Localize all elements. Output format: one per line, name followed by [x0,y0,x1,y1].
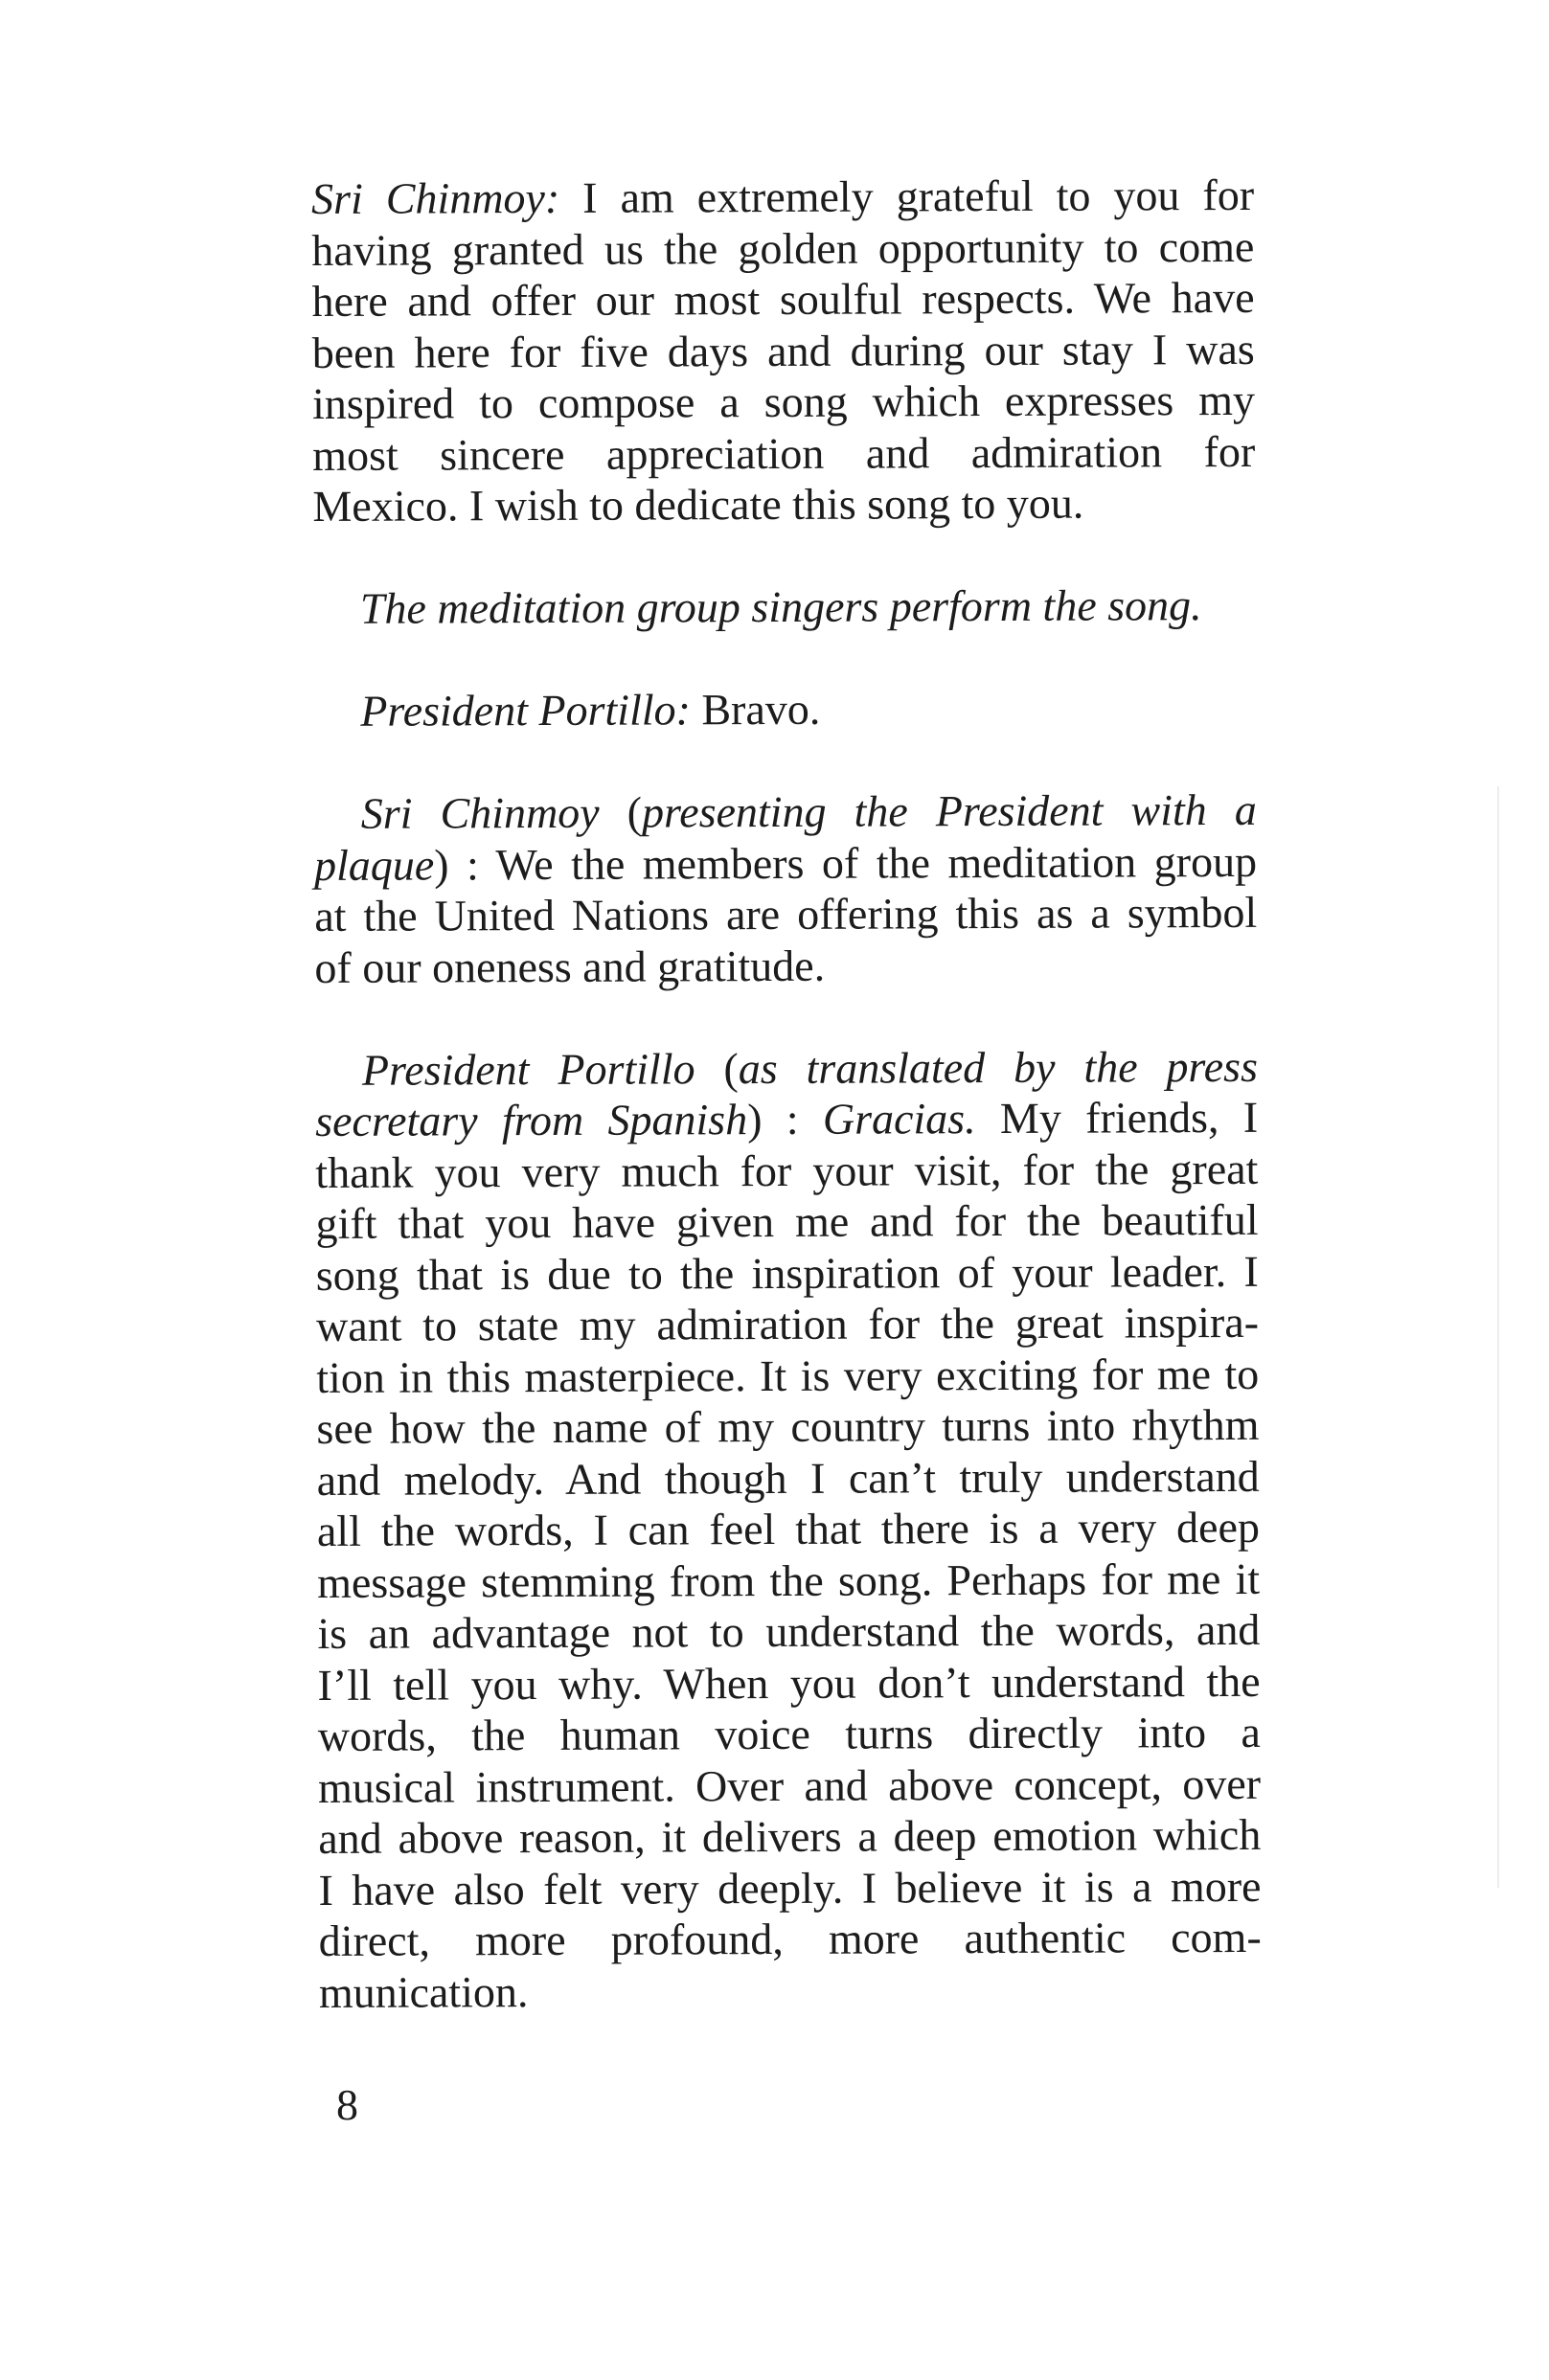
text-line: want to state my admiration for the great inspira- [315,1297,1260,1350]
text-segment: ) : We the members of the meditation group [434,836,1258,889]
stage-direction: presenting the President with a [641,784,1257,837]
paragraph [314,784,1258,993]
text-line: direct, more profound, more authentic com- [318,1912,1262,1965]
page-text [311,170,1262,2018]
speaker-label: Sri Chinmoy [360,787,600,838]
text-line: having granted us the golden opportunity to come [311,221,1255,275]
text-line: song that is due to the inspiration of your leader. I [315,1246,1259,1300]
text-line: gift that you have given me and for the beautiful [315,1194,1259,1248]
speaker-label: President Portillo [361,1043,695,1095]
text-line: most sincere appreciation and admiration for [312,426,1256,480]
stage-direction: as translated by the press [738,1041,1259,1093]
text-segment: I am extremely grateful to you for [559,170,1255,222]
text-line: Mexico. I wish to dedicate this song to you. [312,478,1084,531]
stage-direction: secretary from Spanish [315,1095,748,1145]
text-line: is an advantage not to understand the words, and [317,1604,1261,1658]
text-line [315,1040,1258,1096]
speaker-label: President Portillo: [360,685,691,736]
stage-direction: plaque [313,839,435,890]
text-line: been here for five days and during our stay I was [311,324,1255,377]
text-line: musical instrument. Over and above concept, over [317,1758,1262,1812]
paragraph [315,1040,1262,2018]
text-line: at the United Nations are offering this as a symbol [314,887,1258,941]
paragraph [313,579,1256,635]
text-line: message stemming from the song. Perhaps for me it [317,1553,1261,1607]
text-line [313,682,1256,737]
italic-word: Gracias. [822,1094,976,1144]
text-line: words, the human voice turns directly into a [317,1707,1261,1760]
text-segment: ( [695,1043,739,1093]
paragraph [311,170,1256,533]
stage-direction: The meditation group singers perform the song. [359,580,1202,633]
text-line: inspired to compose a song which expresses my [311,374,1256,428]
text-line [311,170,1254,225]
text-line: munication. [318,1966,529,2017]
text-line: I’ll tell you why. When you don’t understand the [317,1656,1261,1710]
text-line: tion in this masterpiece. It is very exciting for me to [316,1349,1260,1402]
text-line [314,835,1257,891]
text-line: all the words, I can feel that there is a very deep [316,1502,1261,1555]
text-line [315,1092,1258,1147]
text-segment: My friends, I [975,1092,1259,1144]
paragraph [313,682,1256,737]
text-segment: Bravo. [690,684,821,735]
text-segment: ) : [747,1094,824,1145]
text-line: see how the name of my country turns into rhythm [316,1399,1260,1453]
text-line: thank you very much for your visit, for the great [315,1144,1259,1197]
page-number: 8 [336,2080,358,2129]
scan-edge-line [1497,786,1499,1888]
text-line: and melody. And though I can’t truly understand [316,1451,1260,1505]
speaker-label: Sri Chinmoy: [311,172,560,223]
text-line: of our oneness and gratitude. [314,941,826,992]
text-line: here and offer our most soulful respects. We have [311,272,1255,326]
text-segment: ( [599,787,643,837]
text-line: I have also felt very deeply. I believe it is a more [318,1861,1262,1915]
text-line [314,784,1257,840]
text-line: and above reason, it delivers a deep emotion which [318,1809,1262,1863]
